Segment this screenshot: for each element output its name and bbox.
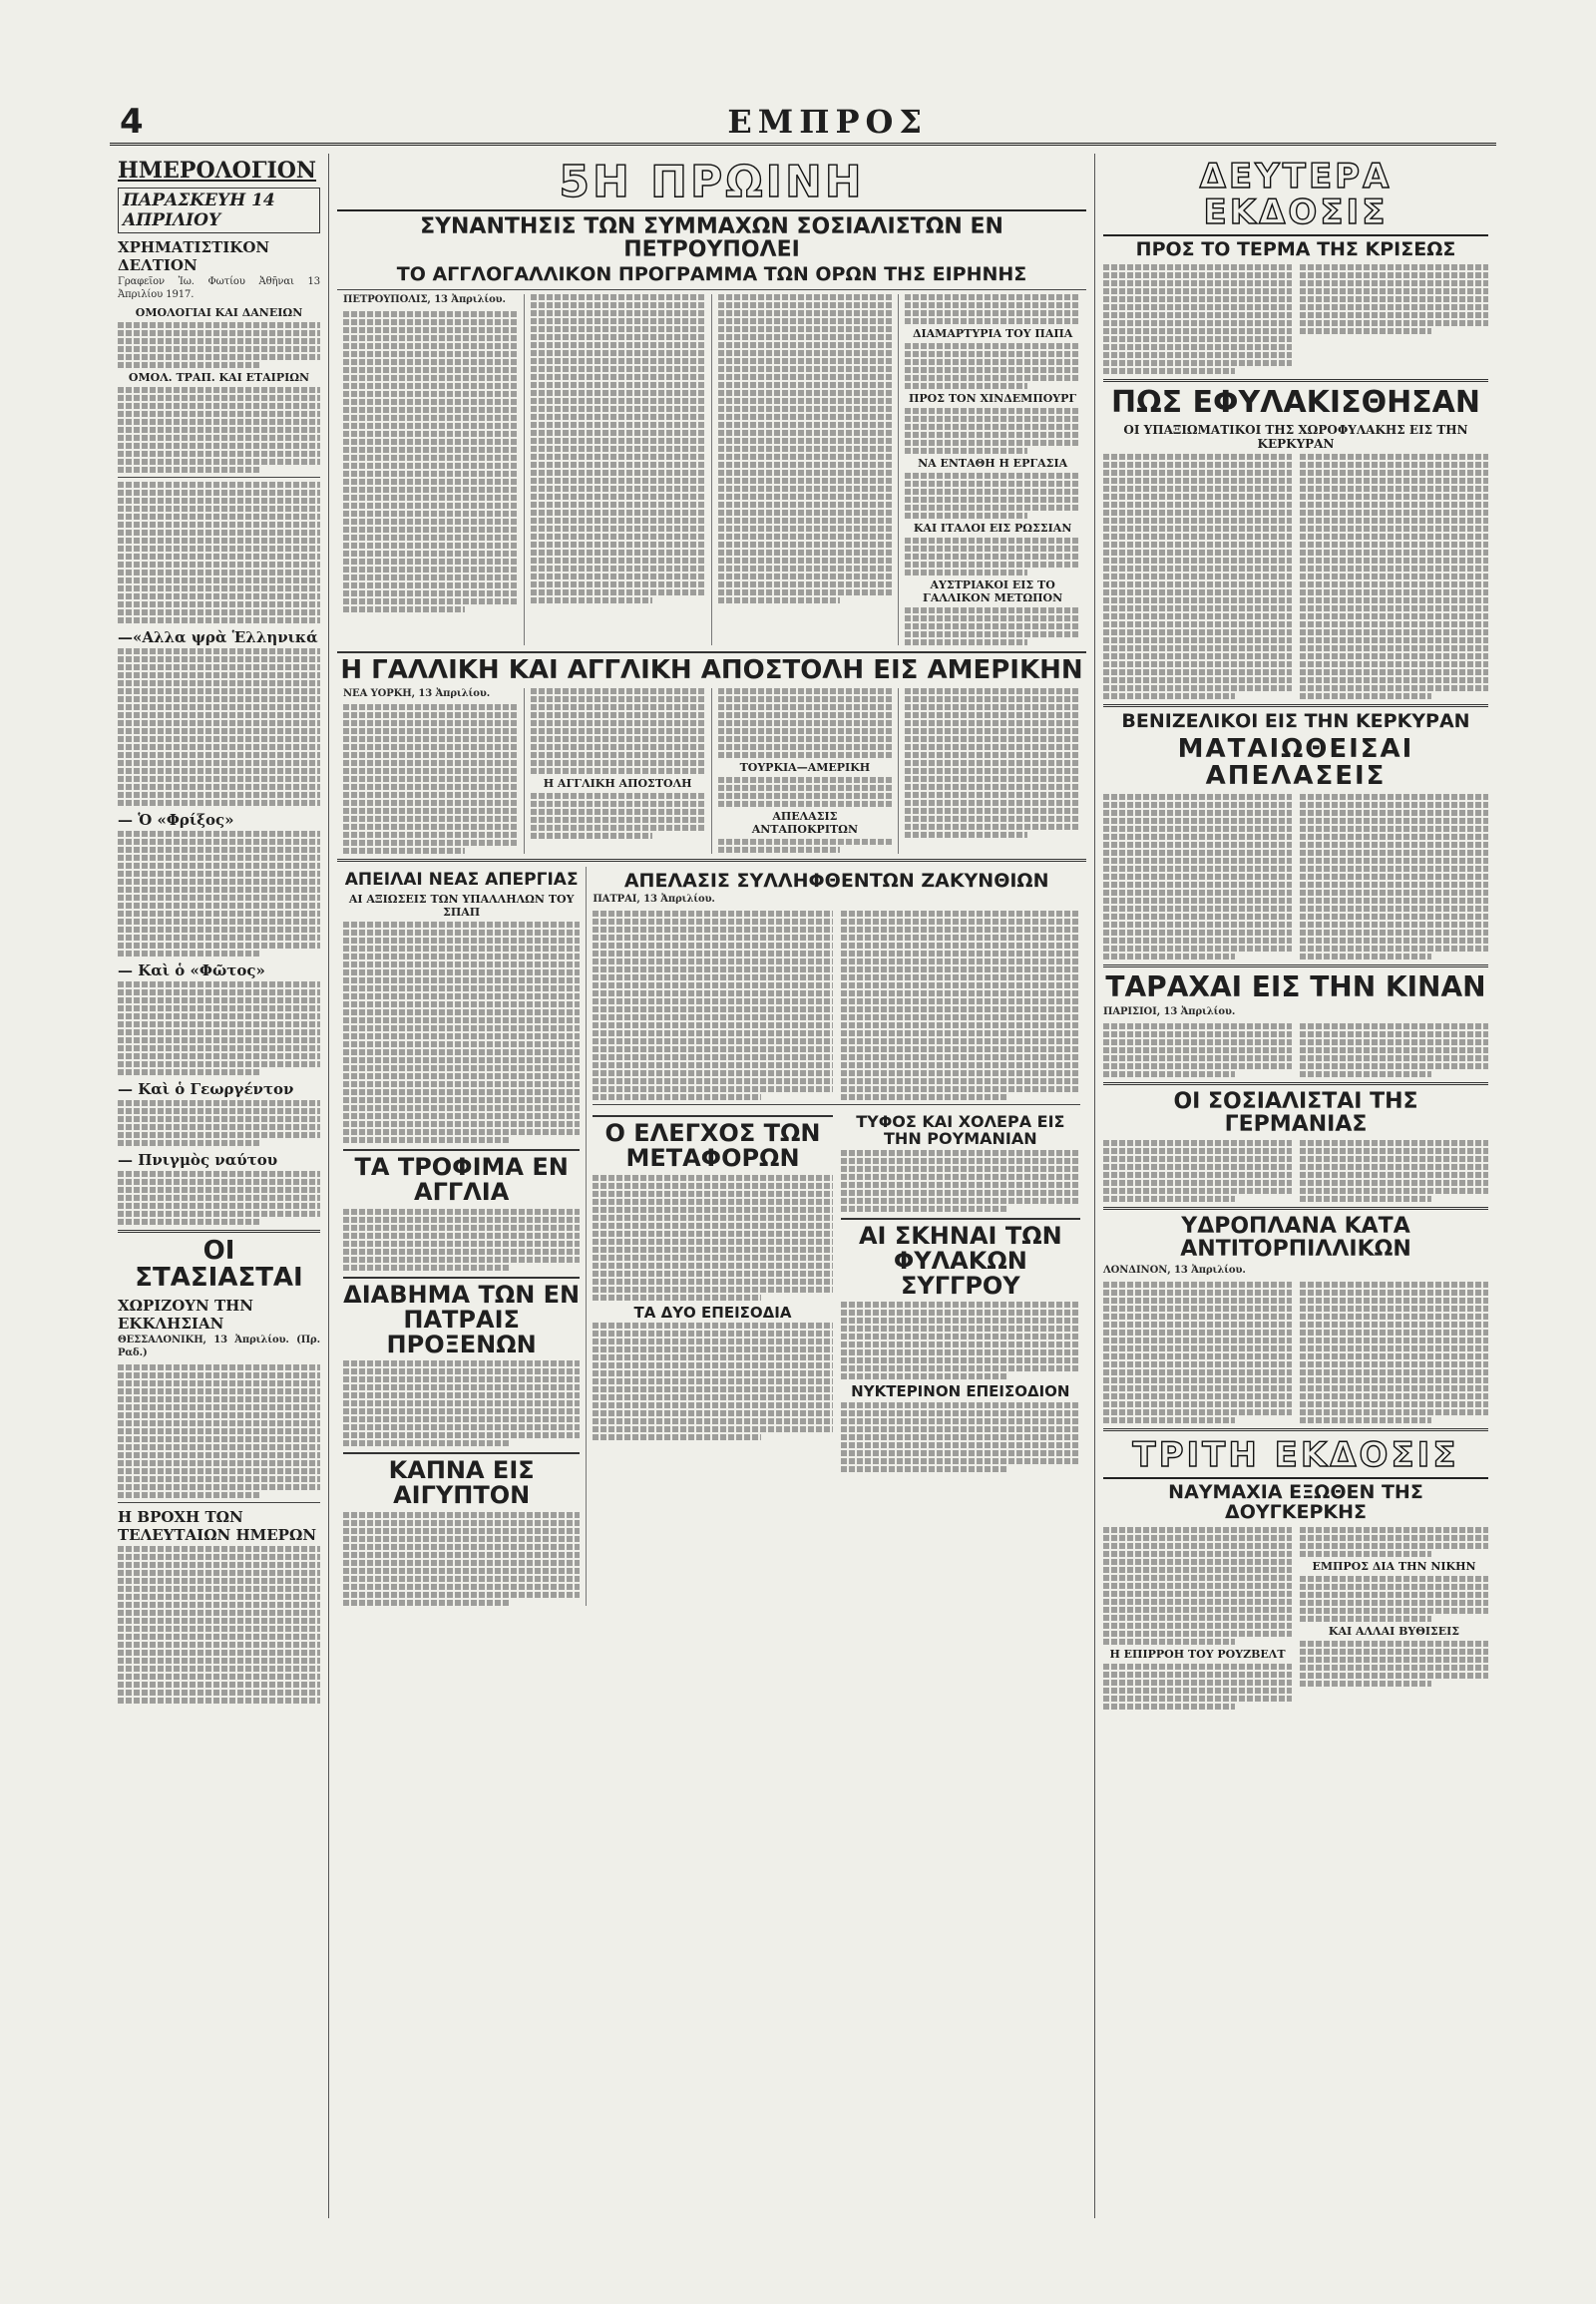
paper-name: ΕΜΠΡΟΣ	[727, 102, 928, 141]
left-article-head: —«Αλλα ψρὰ Ἑλληνικά	[118, 627, 318, 646]
middle-headline-6: ΔΙΑΒΗΜΑ ΤΩΝ ΕΝ ΠΑΤΡΑΙΣ ΠΡΟΞΕΝΩΝ	[343, 1277, 580, 1358]
middle-headline-4b: ΑΙ ΑΞΙΩΣΕΙΣ ΤΩΝ ΥΠΑΛΛΗΛΩΝ ΤΟΥ ΣΠΑΠ	[348, 893, 575, 920]
right-headline-4: ΤΑΡΑΧΑΙ ΕΙΣ ΤΗΝ ΚΙΝΑΝ	[1105, 970, 1486, 1004]
middle-dateline-1: ΠΕΤΡΟΥΠΟΛΙΣ, 13 Ἀπριλίου.	[343, 294, 506, 306]
middle-headline-5: ΤΑ ΤΡΟΦΙΜΑ ΕΝ ΑΓΓΛΙΑ	[343, 1149, 580, 1205]
left-article-head: — Ὁ «Φρίξος»	[118, 810, 234, 829]
middle-headline-12: ΑΙ ΣΚΗΝΑΙ ΤΩΝ ΦΥΛΑΚΩΝ ΣΥΓΓΡΟΥ	[841, 1218, 1080, 1300]
middle-subhead: ΝΑ ΕΝΤΑΘΗ Η ΕΡΓΑΣΙΑ	[918, 457, 1068, 471]
middle-dateline-8: ΠΑΤΡΑΙ, 13 Ἀπριλίου.	[593, 894, 715, 906]
right-headline-2: ΠΩΣ ΕΦΥΛΑΚΙΣΘΗΣΑΝ	[1110, 385, 1481, 421]
right-headline-10: ΚΑΙ ΑΛΛΑΙ ΒΥΘΙΣΕΙΣ	[1328, 1625, 1460, 1639]
right-headline-2b: ΟΙ ΥΠΑΞΙΩΜΑΤΙΚΟΙ ΤΗΣ ΧΩΡΟΦΥΛΑΚΗΣ ΕΙΣ ΤΗΝ ΚΕΡΚΥΡΑΝ	[1123, 422, 1468, 451]
left-bottom-head3: Η ΒΡΟΧΗ ΤΩΝ ΤΕΛΕΥΤΑΙΩΝ ΗΜΕΡΩΝ	[118, 1507, 317, 1544]
middle-headline-8: ΑΠΕΛΑΣΙΣ ΣΥΛΛΗΦΘΕΝΤΩΝ ΖΑΚΥΝΘΙΩΝ	[623, 870, 1049, 893]
left-column	[110, 154, 329, 2218]
second-edition-banner: ΔΕΥΤΕΡΑ ΕΚΔΟΣΙΣ	[1103, 158, 1488, 236]
middle-headline-2: ΤΟ ΑΓΓΛΟΓΑΛΛΙΚΟΝ ΠΡΟΓΡΑΜΜΑ ΤΩΝ ΟΡΩΝ ΤΗΣ ΕΙΡΗΝΗΣ	[396, 263, 1027, 286]
right-column	[1095, 154, 1496, 2218]
middle-headline-7: ΚΑΠΝΑ ΕΙΣ ΑΙΓΥΠΤΟΝ	[343, 1452, 580, 1508]
right-headline-9: Η ΕΠΙΡΡΟΗ ΤΟΥ ΡΟΥΖΒΕΛΤ	[1109, 1648, 1286, 1662]
right-headline-3: ΒΕΝΙΖΕΛΙΚΟΙ ΕΙΣ ΤΗΝ ΚΕΡΚΥΡΑΝ	[1121, 709, 1470, 732]
page-number: 4	[120, 101, 144, 142]
middle-headline-9: Ο ΕΛΕΓΧΟΣ ΤΩΝ ΜΕΤΑΦΟΡΩΝ	[593, 1115, 832, 1171]
middle-headline-4: ΑΠΕΙΛΑΙ ΝΕΑΣ ΑΠΕΡΓΙΑΣ	[344, 870, 579, 891]
middle-subhead-2: ΑΠΕΛΑΣΙΣ ΑΝΤΑΠΟΚΡΙΤΩΝ	[751, 809, 859, 836]
middle-headline-10: ΤΑ ΔΥΟ ΕΠΕΙΣΟΔΙΑ	[633, 1303, 792, 1322]
left-article-head: — Καὶ ὁ «Φῶτος»	[118, 960, 265, 979]
middle-top-section	[337, 294, 1086, 645]
bulletin-intro: Γραφεῖον Ἰω. Φωτίου Ἀθῆναι 13 Ἀπριλίου 1917.	[118, 276, 320, 300]
middle-subhead-2: ΤΟΥΡΚΙΑ—ΑΜΕΡΙΚΗ	[739, 760, 871, 774]
middle-dateline-3: ΝΕΑ ΥΟΡΚΗ, 13 Ἀπριλίου.	[343, 687, 491, 699]
left-bottom-dateline: ΘΕΣΣΑΛΟΝΙΚΗ, 13 Ἀπριλίου. (Πρ. Ραδ.)	[118, 1335, 320, 1358]
middle-headline-13: ΝΥΚΤΕΡΙΝΟΝ ΕΠΕΙΣΟΔΙΟΝ	[851, 1382, 1070, 1401]
left-bottom-head2: ΧΩΡΙΖΟΥΝ ΤΗΝ ΕΚΚΛΗΣΙΑΝ	[118, 1297, 253, 1334]
middle-headline-11: ΤΥΦΟΣ ΚΑΙ ΧΟΛΕΡΑ ΕΙΣ ΤΗΝ ΡΟΥΜΑΝΙΑΝ	[856, 1112, 1065, 1148]
third-edition-banner: ΤΡΙΤΗ ΕΚΔΟΣΙΣ	[1103, 1436, 1488, 1480]
left-article-text-1	[118, 482, 320, 623]
middle-subhead: ΠΡΟΣ ΤΟΝ ΧΙΝΔΕΜΠΟΥΡΓ	[909, 392, 1077, 406]
right-headline-8: ΕΜΠΡΟΣ ΔΙΑ ΤΗΝ ΝΙΚΗΝ	[1312, 1560, 1476, 1574]
left-article-head: — Πνιγμὸς ναύτου	[118, 1150, 278, 1169]
right-dateline-4: ΠΑΡΙΣΙΟΙ, 13 Ἀπριλίου.	[1103, 1005, 1236, 1017]
left-bottom-head1: ΟΙ ΣΤΑΣΙΑΣΤΑΙ	[135, 1235, 303, 1293]
left-article-head: — Καὶ ὁ Γεωργέντον	[118, 1079, 294, 1098]
bulletin-heading: ΧΡΗΜΑΤΙΣΤΙΚΟΝ ΔΕΛΤΙΟΝ	[118, 238, 270, 274]
right-headline-5: ΟΙ ΣΟΣΙΑΛΙΣΤΑΙ ΤΗΣ ΓΕΡΜΑΝΙΑΣ	[1173, 1088, 1418, 1137]
middle-subhead: ΔΙΑΜΑΡΤΥΡΙΑ ΤΟΥ ΠΑΠΑ	[912, 327, 1073, 341]
right-headline-6: ΥΔΡΟΠΛΑΝΑ ΚΑΤΑ ΑΝΤΙΤΟΡΠΙΛΛΙΚΩΝ	[1180, 1213, 1411, 1262]
middle-headline-3: Η ΓΑΛΛΙΚΗ ΚΑΙ ΑΓΓΛΙΚΗ ΑΠΟΣΤΟΛΗ ΕΙΣ ΑΜΕΡΙΚΗΝ	[337, 651, 1086, 684]
calendar-title: ΗΜΕΡΟΛΟΓΙΟΝ	[118, 158, 317, 184]
middle-subhead-2: Η ΑΓΓΛΙΚΗ ΑΠΟΣΤΟΛΗ	[543, 776, 692, 790]
bonds-text	[118, 322, 320, 368]
masthead	[110, 100, 1496, 146]
middle-subhead: ΑΥΣΤΡΙΑΚΟΙ ΕΙΣ ΤΟ ΓΑΛΛΙΚΟΝ ΜΕΤΩΠΟΝ	[923, 578, 1063, 605]
calendar-date: ΠΑΡΑΣΚΕΥΗ 14 ΑΠΡΙΛΙΟΥ	[118, 188, 320, 233]
shares-heading: ΟΜΟΛ. ΤΡΑΠ. ΚΑΙ ΕΤΑΙΡΙΩΝ	[128, 370, 310, 384]
middle-headline-1: ΣΥΝΑΝΤΗΣΙΣ ΤΩΝ ΣΥΜΜΑΧΩΝ ΣΟΣΙΑΛΙΣΤΩΝ ΕΝ ΠΕΤΡΟΥΠΟΛΕΙ	[420, 214, 1003, 263]
middle-column	[329, 154, 1095, 2218]
shares-text	[118, 387, 320, 473]
edition-banner: 5Η ΠΡΩΙΝΗ	[337, 158, 1086, 211]
middle-subhead: ΚΑΙ ΙΤΑΛΟΙ ΕΙΣ ΡΩΣΣΙΑΝ	[913, 522, 1072, 536]
right-headline-3b: ΜΑΤΑΙΩΘΕΙΣΑΙ ΑΠΕΛΑΣΕΙΣ	[1177, 733, 1414, 792]
bonds-heading: ΟΜΟΛΟΓΙΑΙ ΚΑΙ ΔΑΝΕΙΩΝ	[135, 305, 303, 319]
right-dateline-6: ΛΟΝΔΙΝΟΝ, 13 Ἀπριλίου.	[1103, 1264, 1246, 1276]
right-headline-1: ΠΡΟΣ ΤΟ ΤΕΡΜΑ ΤΗΣ ΚΡΙΣΕΩΣ	[1135, 238, 1456, 261]
right-headline-7: ΝΑΥΜΑΧΙΑ ΕΞΩΘΕΝ ΤΗΣ ΔΟΥΓΚΕΡΚΗΣ	[1168, 1481, 1423, 1524]
